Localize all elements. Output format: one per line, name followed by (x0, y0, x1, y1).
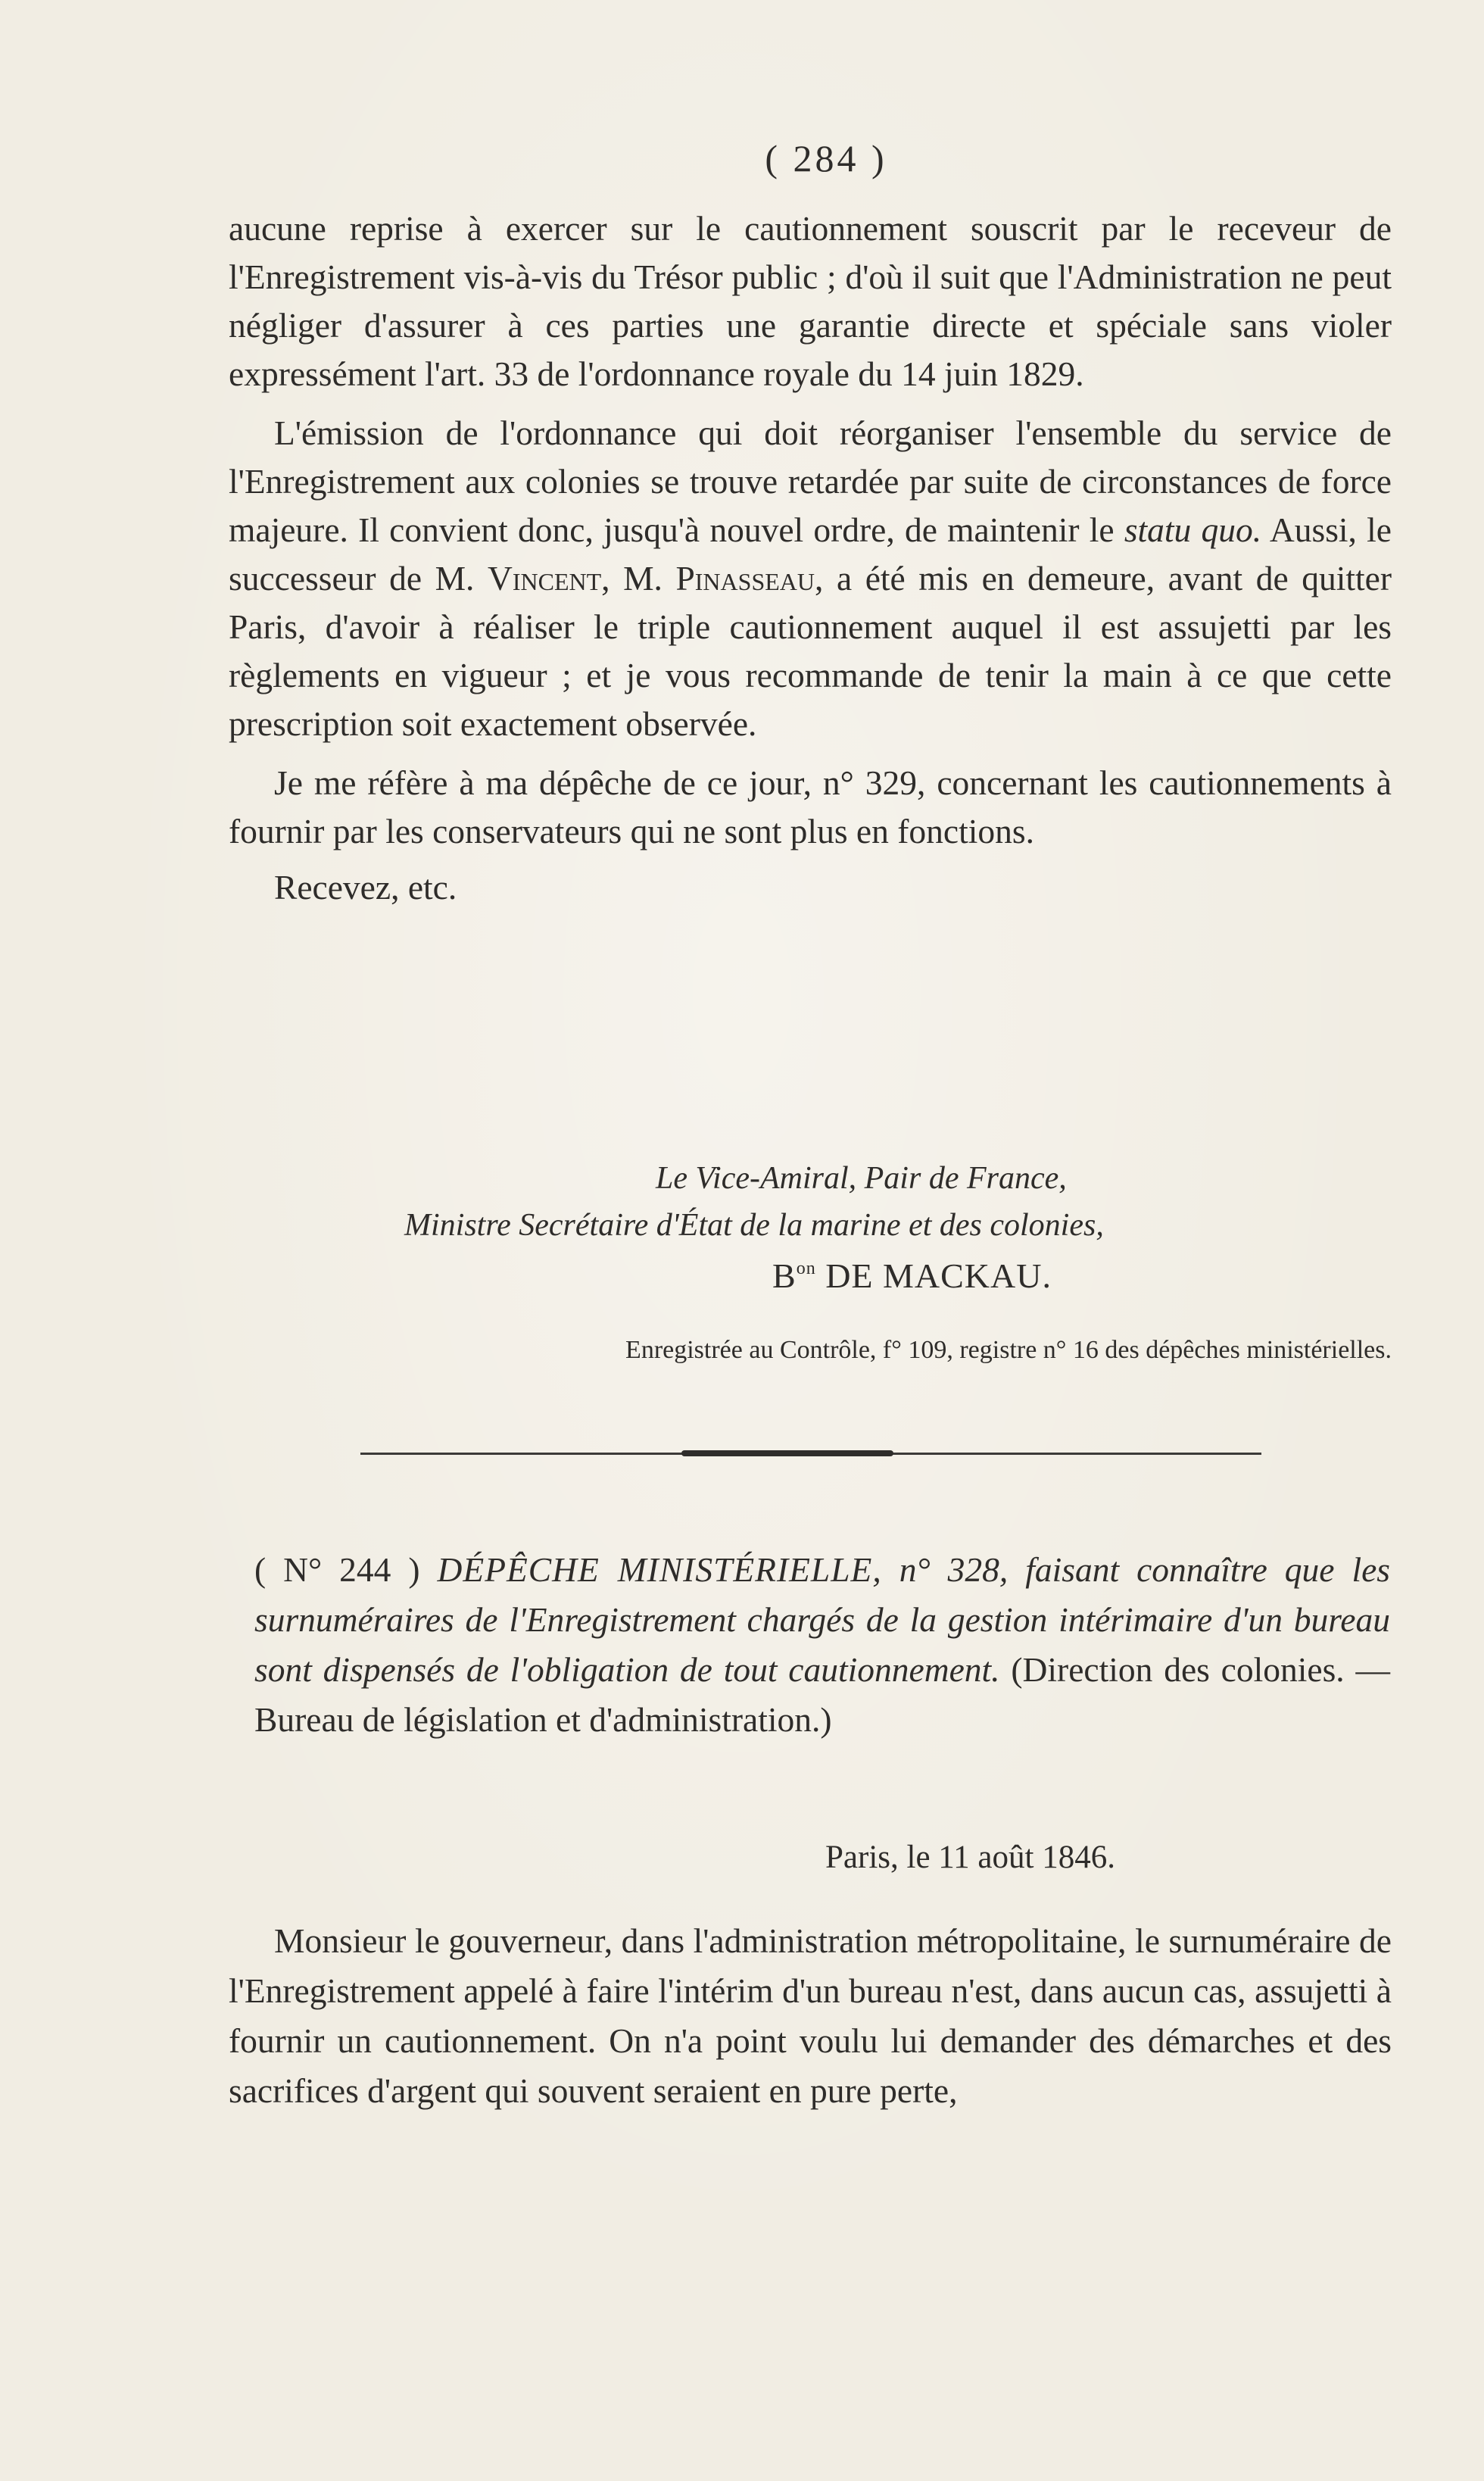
dispatch-direction: (Direction des colonies. — Bureau de législation et d'administration.) (254, 1650, 1390, 1739)
dispatch-body: Monsieur le gouverneur, dans l'administration métropolitaine, le surnuméraire de l'Enregistrement appelé à faire l'intérim d'un bureau n'est, dans aucun cas, assujetti à fournir un cautionnement. On n'a point voulu lui demander des démarches et des sacrifices d'argent qui souvent seraient en pure perte, (229, 1921, 1392, 2110)
signature-ministry-line: Ministre Secrétaire d'État de la marine et des colonies, (404, 1208, 1104, 1243)
dispatch-summary: faisant connaître que les surnuméraires de l'Enregistrement chargés de la gestion intérimaire d'un bureau sont dispensés de l'obligation de tout cautionnement. (254, 1550, 1390, 1689)
baron-prefix: B (772, 1256, 797, 1295)
name-pinasseau: Pinasseau (675, 559, 815, 598)
paragraph-ordonnance-part3: , M. (601, 559, 676, 598)
paragraph-ordonnance-part4: , a été mis en demeure, avant de quitter Paris, d'avoir à réaliser le triple cautionnement auquel il est assujetti par les règlements en vigueur ; et je vous recommande de tenir la main à ce que cette prescription soit exactement observée. (229, 559, 1392, 743)
registry-note: Enregistrée au Contrôle, f° 109, registre n° 16 des dépêches ministérielles. (625, 1336, 1392, 1364)
paragraph-ordonnance-part1: L'émission de l'ordonnance qui doit réorganiser l'ensemble du service de l'Enregistrement aux colonies se trouve retardée par suite de circonstances de force majeure. Il convient donc, jusqu'à nouvel ordre, de maintenir le (229, 414, 1392, 549)
dispatch-heading (254, 1545, 1390, 1745)
paragraph-ordonnance (229, 409, 1392, 748)
dispatch-number: ( N° 244 ) (254, 1550, 420, 1589)
body-text-top (229, 204, 1392, 912)
section-divider-ornament (681, 1450, 893, 1456)
dateline: Paris, le 11 août 1846. (825, 1840, 1115, 1875)
name-vincent: Vincent (487, 559, 602, 598)
paragraph-ordonnance-part2: Aussi, le successeur de M. (229, 510, 1392, 598)
signature-title-line: Le Vice-Amiral, Pair de France, (656, 1161, 1067, 1196)
dispatch-title: DÉPÊCHE MINISTÉRIELLE, (437, 1550, 882, 1589)
statu-quo: statu quo. (1124, 510, 1262, 549)
signature-name (772, 1256, 1052, 1296)
paragraph-reference: Je me réfère à ma dépêche de ce jour, n° 329, concernant les cautionnements à fournir par les conservateurs qui ne sont plus en fonctions. (229, 763, 1392, 850)
page-number: ( 284 ) (765, 137, 887, 179)
closing-formula: Recevez, etc. (274, 868, 457, 907)
body-text-bottom (229, 1916, 1392, 2116)
paragraph-continuation: aucune reprise à exercer sur le cautionnement souscrit par le receveur de l'Enregistrement vis-à-vis du Trésor public ; d'où il suit que l'Administration ne peut négliger d'assurer à ces parties une garantie directe et spéciale sans violer expressément l'art. 33 de l'ordonnance royale du 14 juin 1829. (229, 209, 1392, 393)
dispatch-title-number: n° 328, (881, 1550, 1009, 1589)
baron-name: DE MACKAU. (825, 1256, 1052, 1295)
baron-prefix-sup: on (796, 1259, 816, 1278)
